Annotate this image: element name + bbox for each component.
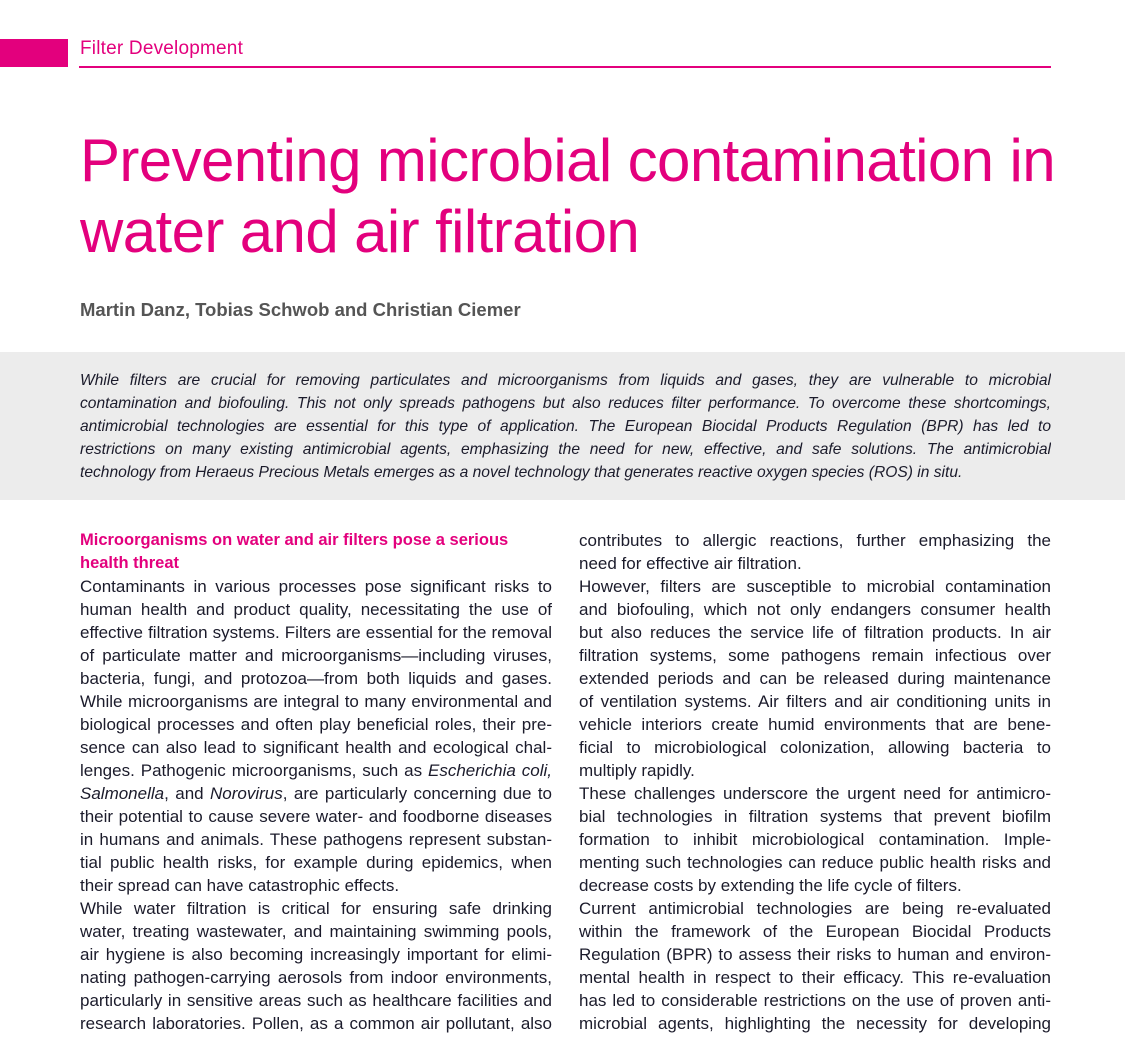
text: human health and product quality, necessitating the use of: [80, 600, 552, 619]
paragraph: [80, 897, 552, 1035]
text-line: [80, 874, 552, 897]
text-line: [80, 759, 552, 782]
text: in humans and animals. These pathogens represent substan-: [80, 830, 552, 849]
text-line: [579, 713, 1051, 736]
text-line: [579, 1012, 1051, 1035]
text-line: [80, 989, 552, 1012]
text: , are particularly concerning due to: [282, 784, 552, 803]
text: extended periods and can be released during maintenance: [579, 669, 1051, 688]
text-line: [80, 598, 552, 621]
text: air hygiene is also becoming increasingly important for elimi-: [80, 945, 552, 964]
text: of particulate matter and microorganisms—including viruses,: [80, 646, 552, 665]
text-line: [579, 575, 1051, 598]
text: formation to inhibit microbiological contamination. Imple-: [579, 830, 1051, 849]
text: contributes to allergic reactions, further emphasizing the: [579, 531, 1051, 550]
italic-text: Norovirus: [210, 784, 283, 803]
text: ficial to microbiological colonization, allowing bacteria to: [579, 738, 1051, 757]
text-line: [579, 736, 1051, 759]
text-line: [579, 552, 1051, 575]
text: sence can also lead to significant health and ecological chal-: [80, 738, 552, 757]
text: bial technologies in filtration systems that prevent biofilm: [579, 807, 1051, 826]
text-line: [579, 529, 1051, 552]
paragraph: [579, 782, 1051, 897]
text: mental health in respect to their efficacy. This re-evaluation: [579, 968, 1051, 987]
text-line: [80, 1012, 552, 1035]
header-rule: [79, 66, 1051, 68]
text-line: [579, 828, 1051, 851]
paragraph: [80, 575, 552, 897]
text: effective filtration systems. Filters are essential for the removal: [80, 623, 552, 642]
text: While microorganisms are integral to many environmental and: [80, 692, 552, 711]
text-line: [579, 989, 1051, 1012]
text: filtration systems, some pathogens remain infectious over: [579, 646, 1051, 665]
text: vehicle interiors create humid environments that are bene-: [579, 715, 1051, 734]
abstract-line: antimicrobial technologies are essential for this type of application. The European Biocidal Products Regulation (BPR) has led to: [80, 418, 1051, 435]
text-line: [579, 874, 1051, 897]
text-line: [80, 552, 552, 575]
text-line: [80, 713, 552, 736]
text: nating pathogen-carrying aerosols from indoor environments,: [80, 968, 552, 987]
text-line: [80, 966, 552, 989]
text-line: [80, 667, 552, 690]
text-line: [80, 529, 552, 552]
text-line: [80, 644, 552, 667]
text-line: [80, 943, 552, 966]
text: water, treating wastewater, and maintaining swimming pools,: [80, 922, 552, 941]
italic-text: Salmonella: [80, 784, 165, 803]
text: decrease costs by extending the life cycle of filters.: [579, 876, 962, 895]
text-line: [80, 736, 552, 759]
abstract-text: [80, 369, 1051, 484]
paragraph: [579, 575, 1051, 782]
text-line: [80, 690, 552, 713]
text-line: [80, 828, 552, 851]
text: multiply rapidly.: [579, 761, 695, 780]
text-line: [80, 782, 552, 805]
text: need for effective air filtration.: [579, 554, 802, 573]
text: lenges. Pathogenic microorganisms, such as: [80, 761, 428, 780]
section-label: Filter Development: [80, 38, 244, 59]
text: However, filters are susceptible to microbial contamination: [579, 577, 1051, 596]
text: health threat: [80, 554, 180, 572]
text: menting such technologies can reduce public health risks and: [579, 853, 1051, 872]
text-line: [579, 966, 1051, 989]
text: biological processes and often play beneficial roles, their pre-: [80, 715, 552, 734]
text: research laboratories. Pollen, as a common air pollutant, also: [80, 1014, 552, 1033]
text: Regulation (BPR) to assess their risks to human and environ-: [579, 945, 1051, 964]
text-line: [579, 782, 1051, 805]
text-line: [579, 759, 1051, 782]
title-line: water and air filtration: [80, 198, 640, 265]
text-line: [579, 644, 1051, 667]
text: microbial agents, highlighting the necessity for developing: [579, 1014, 1051, 1033]
section-color-tab: [0, 39, 68, 67]
text-line: [579, 690, 1051, 713]
section-heading: [80, 529, 552, 575]
text-line: [579, 598, 1051, 621]
authors: Martin Danz, Tobias Schwob and Christian Ciemer: [80, 299, 521, 320]
text: While water filtration is critical for ensuring safe drinking: [80, 899, 552, 918]
text: particularly in sensitive areas such as healthcare facilities and: [80, 991, 552, 1010]
text-line: [80, 575, 552, 598]
body-column-right: [579, 529, 1051, 1035]
text-line: [80, 920, 552, 943]
text-line: [579, 920, 1051, 943]
text: has led to considerable restrictions on the use of proven anti-: [579, 991, 1051, 1010]
abstract-line: While filters are crucial for removing particulates and microorganisms from liquids and gases, they are vulnerable to microbial: [80, 372, 1051, 389]
abstract-line: contamination and biofouling. This not only spreads pathogens but also reduces filter performance. To overcome these shortcomings,: [80, 395, 1051, 412]
text: of ventilation systems. Air filters and air conditioning units in: [579, 692, 1051, 711]
text-line: [579, 621, 1051, 644]
body-column-left: [80, 529, 552, 1035]
text: but also reduces the service life of filtration products. In air: [579, 623, 1051, 642]
article-title: [80, 125, 1080, 267]
text-line: [80, 805, 552, 828]
text-line: [80, 897, 552, 920]
text: tial public health risks, for example during epidemics, when: [80, 853, 552, 872]
italic-text: Escherichia coli,: [427, 761, 552, 780]
text: , and: [164, 784, 211, 803]
text-line: [579, 667, 1051, 690]
abstract-box: [0, 352, 1125, 500]
text-line: [579, 805, 1051, 828]
text-line: [579, 851, 1051, 874]
text-line: [579, 897, 1051, 920]
paragraph: [579, 897, 1051, 1035]
text: and biofouling, which not only endangers consumer health: [579, 600, 1051, 619]
text: Microorganisms on water and air filters pose a serious: [80, 531, 509, 549]
text-line: [80, 621, 552, 644]
text: Contaminants in various processes pose significant risks to: [80, 577, 552, 596]
title-line: Preventing microbial contamination in: [80, 127, 1055, 194]
abstract-line: technology from Heraeus Precious Metals emerges as a novel technology that generates reactive oxygen species (ROS) in situ.: [80, 464, 963, 481]
text: within the framework of the European Biocidal Products: [579, 922, 1051, 941]
text: These challenges underscore the urgent need for antimicro-: [579, 784, 1051, 803]
abstract-line: restrictions on many existing antimicrobial agents, emphasizing the need for new, effective, and safe solutions. The antimicrobial: [80, 441, 1051, 458]
text: their spread can have catastrophic effects.: [80, 876, 400, 895]
paragraph: [579, 529, 1051, 575]
text: their potential to cause severe water- and foodborne diseases: [80, 807, 552, 826]
text: bacteria, fungi, and protozoa—from both liquids and gases.: [80, 669, 552, 688]
text-line: [80, 851, 552, 874]
text-line: [579, 943, 1051, 966]
text: Current antimicrobial technologies are being re-evaluated: [579, 899, 1051, 918]
